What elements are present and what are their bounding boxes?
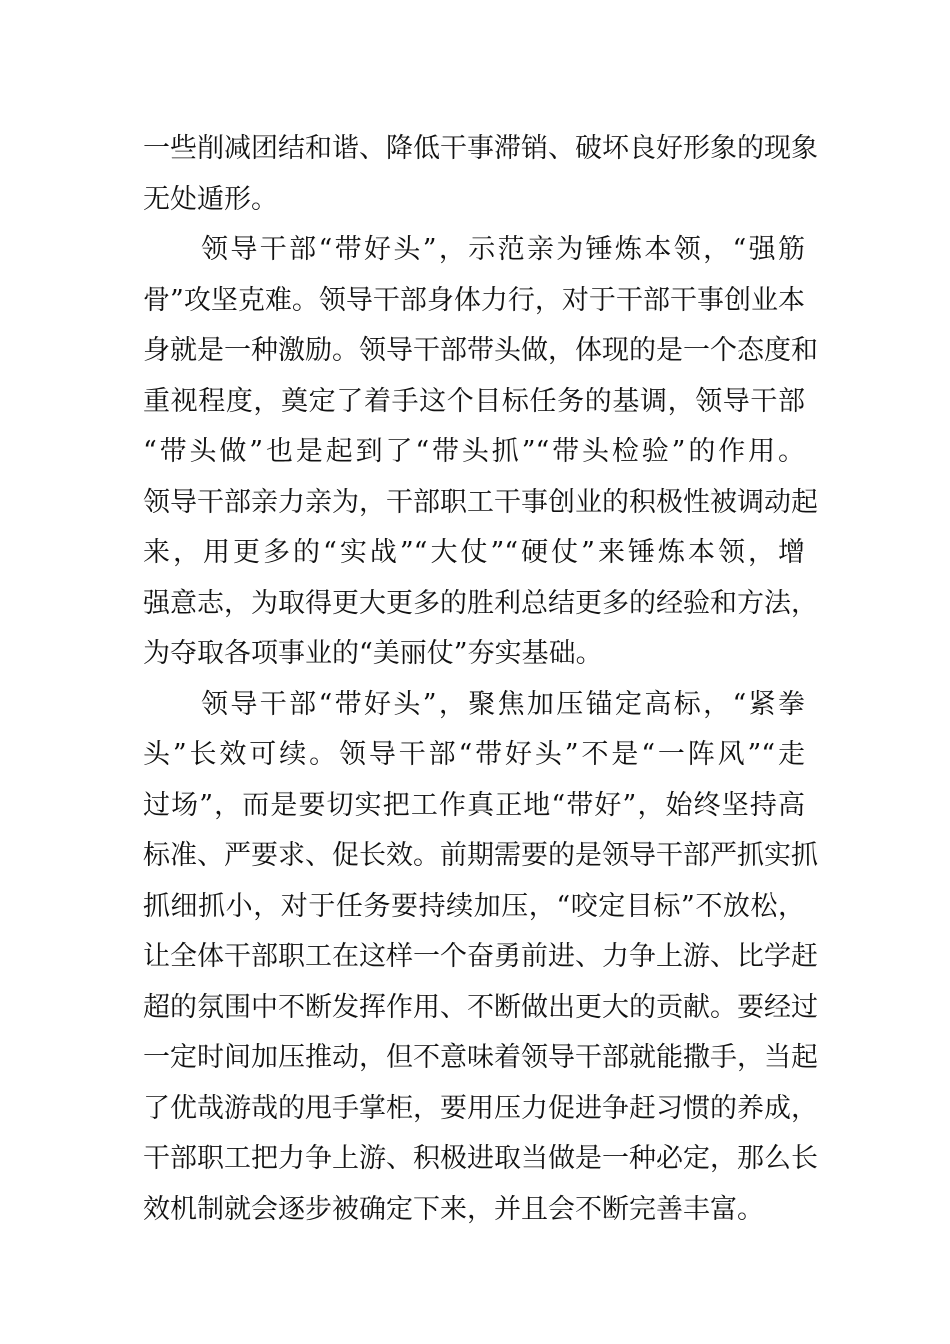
text-line: 重视程度，奠定了着手这个目标任务的基调，领导干部 xyxy=(143,385,805,417)
text-line: 干部职工把力争上游、积极进取当做是一种必定，那么长 xyxy=(143,1143,818,1174)
text-line: 一些削减团结和谐、降低干事滞销、破坏良好形象的现象 xyxy=(143,133,818,164)
paragraph-1 xyxy=(143,124,818,225)
text-line: 身就是一种激励。领导干部带头做，体现的是一个态度和 xyxy=(143,335,818,366)
text-line: 领导干部“带好头”，聚焦加压锚定高标，“紧拳 xyxy=(201,688,805,720)
text-line: 超的氛围中不断发挥作用、不断做出更大的贡献。要经过 xyxy=(143,991,818,1023)
text-line: 过场”，而是要切实把工作真正地“带好”，始终坚持高 xyxy=(143,789,805,821)
text-line: 让全体干部职工在这样一个奋勇前进、力争上游、比学赶 xyxy=(143,941,818,972)
text-line: 领导干部“带好头”，示范亲为锤炼本领，“强筋 xyxy=(201,234,805,265)
paragraph-2 xyxy=(143,225,818,680)
text-line: “带头做”也是起到了“带头抓”“带头检验”的作用。 xyxy=(143,436,805,467)
text-line: 一定时间加压推动，但不意味着领导干部就能撒手，当起 xyxy=(143,1042,818,1073)
body-text xyxy=(143,124,818,1235)
text-line: 头”长效可续。领导干部“带好头”不是“一阵风”“走 xyxy=(143,739,805,770)
text-line: 强意志，为取得更大更多的胜利总结更多的经验和方法， xyxy=(143,587,818,619)
paragraph-3 xyxy=(143,680,818,1236)
text-line: 为夺取各项事业的“美丽仗”夯实基础。 xyxy=(143,638,603,669)
text-line: 骨”攻坚克难。领导干部身体力行，对于干部干事创业本 xyxy=(143,284,805,316)
text-line: 效机制就会逐步被确定下来，并且会不断完善丰富。 xyxy=(143,1193,764,1225)
text-line: 来，用更多的“实战”“大仗”“硬仗”来锤炼本领，增 xyxy=(143,537,805,568)
text-line: 了优哉游哉的甩手掌柜，要用压力促进争赶习惯的养成， xyxy=(143,1092,818,1124)
text-line: 无处遁形。 xyxy=(143,183,278,215)
text-line: 标准、严要求、促长效。前期需要的是领导干部严抓实抓 xyxy=(143,840,818,871)
text-line: 抓细抓小，对于任务要持续加压，“咬定目标”不放松， xyxy=(143,890,805,922)
text-line: 领导干部亲力亲为，干部职工干事创业的积极性被调动起 xyxy=(143,486,818,518)
